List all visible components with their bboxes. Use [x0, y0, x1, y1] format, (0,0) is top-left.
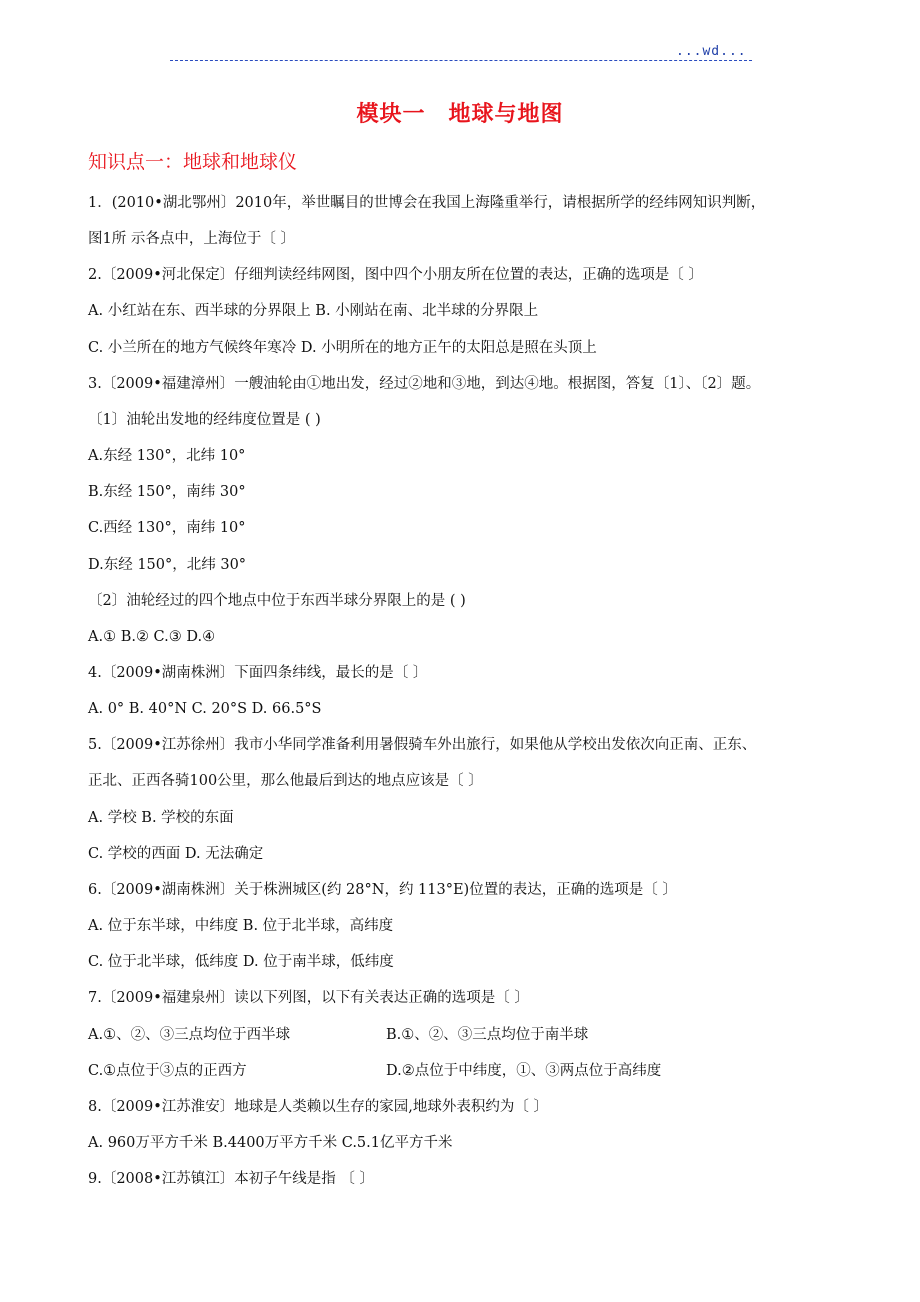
q8-stem: 8.〔2009•江苏淮安〕地球是人类赖以生存的家园,地球外表积约为〔 〕 — [88, 1099, 549, 1115]
q2-stem: 2.〔2009•河北保定〕仔细判读经纬网图，图中四个小朋友所在位置的表达，正确的选项是〔 〕 — [88, 267, 703, 283]
header-mark: ...wd... — [676, 44, 747, 59]
q7-option-c: C.①点位于③点的正西方 — [88, 1063, 247, 1079]
q5-options-ab: A. 学校 B. 学校的东面 — [88, 810, 234, 826]
page-title: 模块一 地球与地图 — [356, 102, 564, 127]
q1-stem-line2: 图1所 示各点中，上海位于〔 〕 — [88, 231, 295, 247]
q1-stem-line1: 1．(2010•湖北鄂州〕2010年，举世瞩目的世博会在我国上海隆重举行，请根据所学的经纬网知识判断， — [88, 195, 766, 211]
q3-stem: 3.〔2009•福建漳州〕一艘油轮由①地出发，经过②地和③地，到达④地。根据图，答复〔1〕、〔2〕题。 — [88, 376, 761, 392]
q2-options-ab: A. 小红站在东、西半球的分界限上 B. 小刚站在南、北半球的分界限上 — [88, 303, 539, 319]
q4-options: A. 0° B. 40°N C. 20°S D. 66.5°S — [88, 701, 322, 717]
q4-stem: 4.〔2009•湖南株洲〕下面四条纬线，最长的是〔 〕 — [88, 665, 428, 681]
q2-options-cd: C. 小兰所在的地方气候终年寒冷 D. 小明所在的地方正午的太阳总是照在头顶上 — [88, 340, 597, 356]
q7-option-b: B.①、②、③三点均位于南半球 — [386, 1027, 589, 1043]
q6-options-cd: C. 位于北半球，低纬度 D. 位于南半球，低纬度 — [88, 954, 394, 970]
q9-stem: 9.〔2008•江苏镇江〕本初子午线是指 〔 〕 — [88, 1171, 375, 1187]
q7-option-d: D.②点位于中纬度，①、③两点位于高纬度 — [386, 1063, 662, 1079]
q3-sub1-stem: 〔1〕油轮出发地的经纬度位置是 ( ) — [88, 412, 321, 428]
section-heading: 知识点一：地球和地球仪 — [88, 151, 298, 173]
header-divider — [170, 60, 752, 61]
q3-sub2-options: A.① B.② C.③ D.④ — [88, 629, 216, 645]
q6-stem: 6.〔2009•湖南株洲〕关于株洲城区(约 28°N，约 113°E)位置的表达，正确的选项是〔 〕 — [88, 882, 677, 898]
q5-stem-line2: 正北、正西各骑100公里，那么他最后到达的地点应该是〔 〕 — [88, 773, 483, 789]
q3-sub1-option-d: D.东经 150°，北纬 30° — [88, 557, 247, 573]
q3-sub1-option-a: A.东经 130°，北纬 10° — [88, 448, 246, 464]
q3-sub2-stem: 〔2〕油轮经过的四个地点中位于东西半球分界限上的是 ( ) — [88, 593, 466, 609]
q3-sub1-option-b: B.东经 150°，南纬 30° — [88, 484, 246, 500]
q5-options-cd: C. 学校的西面 D. 无法确定 — [88, 846, 264, 862]
q7-option-a: A.①、②、③三点均位于西半球 — [88, 1027, 291, 1043]
q6-options-ab: A. 位于东半球，中纬度 B. 位于北半球，高纬度 — [88, 918, 394, 934]
q5-stem-line1: 5.〔2009•江苏徐州〕我市小华同学准备利用暑假骑车外出旅行，如果他从学校出发依次向正南、正东、 — [88, 737, 757, 753]
q8-options: A. 960万平方千米 B.4400万平方千米 C.5.1亿平方千米 — [88, 1135, 453, 1151]
q3-sub1-option-c: C.西经 130°，南纬 10° — [88, 520, 246, 536]
q7-stem: 7.〔2009•福建泉州〕读以下列图，以下有关表达正确的选项是〔 〕 — [88, 990, 529, 1006]
